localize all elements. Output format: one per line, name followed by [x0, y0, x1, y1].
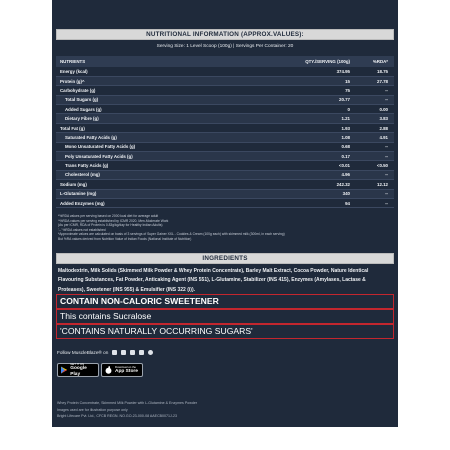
table-header-row [56, 56, 394, 67]
google-play-button[interactable] [57, 363, 99, 377]
table-row [56, 95, 394, 104]
col-header-qty: QTY./SERVING (100g) [284, 56, 354, 67]
nutrient-qty: 374.95 [284, 67, 354, 76]
apple-icon [105, 366, 112, 374]
nutrient-qty: 4.96 [284, 170, 354, 179]
nutrient-name: Cholesterol (mg) [56, 170, 284, 179]
warning-sucralose: This contains Sucralose [56, 309, 394, 324]
nutrient-name: Poly Unsaturated Fatty Acids (g) [56, 152, 284, 161]
nutrient-qty: 0.17 [284, 152, 354, 161]
bottom-note: Bright Lifecare Pvt. Ltd., CFCB REGN. NO.GO-23-000-08 AAECB0071J-23 [57, 414, 178, 418]
nutrient-rda: -- [354, 152, 394, 161]
table-row [56, 76, 394, 85]
app-store-small-label: Download on the [115, 364, 136, 369]
nutrient-rda: 12.12 [354, 180, 394, 189]
nutrient-rda: -- [354, 189, 394, 198]
threads-icon[interactable] [148, 350, 153, 355]
nutrient-rda: -- [354, 142, 394, 151]
warning-sweetener: CONTAIN NON-CALORIC SWEETENER [56, 294, 394, 309]
nutrient-name: Protein (g)^ [56, 76, 284, 85]
product-info-panel [52, 0, 398, 427]
footnote: *Approximate values are calculated on basis of 3 servings of Super Gainer XXL - Cookies & Cream (100g each) with skimmed milk (300ml, in each serving) [58, 232, 285, 236]
nutrient-name: Mono Unsaturated Fatty Acids (g) [56, 142, 284, 151]
bottom-note: Images used are for illustration purpose only [57, 407, 128, 412]
top-text-fragment [52, 0, 398, 11]
nutrient-qty: 1.21 [284, 114, 354, 123]
nutrient-name: Added Sugars (g) [56, 105, 284, 114]
ingredients-title: INGREDIENTS [56, 253, 394, 264]
footnote: But %RA values derived from Nutrition Value of Indian Foods (National Institute of Nutrition) [58, 236, 192, 241]
nutrient-rda: -- [354, 198, 394, 207]
nutrient-qty: 242.32 [284, 180, 354, 189]
table-row [56, 123, 394, 132]
nutrient-name: Added Enzymes (mg) [56, 198, 284, 207]
app-store-label: App Store [115, 368, 138, 374]
nutrient-rda: <0.50 [354, 161, 394, 170]
nutrient-rda: -- [354, 170, 394, 179]
nutrient-name: Trans Fatty Acids (g) [56, 161, 284, 170]
serving-info: Serving Size: 1 Level Scoop (100g) | Servings Per Container: 20 [156, 44, 294, 49]
nutrient-qty: 1.08 [284, 133, 354, 142]
nutrient-qty: 75 [284, 86, 354, 95]
follow-row [57, 350, 153, 355]
nutrition-footnotes [58, 214, 388, 241]
nutrient-name: Carbohydrate (g) [56, 86, 284, 95]
nutrient-qty: 1.93 [284, 123, 354, 132]
col-header-nutrients: NUTRIENTS [56, 56, 284, 67]
nutrition-table [56, 56, 394, 208]
table-row [56, 161, 394, 170]
nutrient-rda: -- [354, 86, 394, 95]
nutrient-qty: 94 [284, 198, 354, 207]
twitter-x-icon[interactable] [139, 350, 144, 355]
footnote: ^%RDA values per serving established by ICMR 2020. Men-Moderate Work [58, 218, 169, 223]
nutrient-name: Energy (kcal) [56, 67, 284, 76]
nutrient-name: L-Glutamine (mg) [56, 189, 284, 198]
bottom-note: Whey Protein Concentrate, Skimmed Milk Powder with L-Glutamine & Enzymes Powder [57, 401, 198, 405]
nutrition-title: NUTRITIONAL INFORMATION (APPROX.VALUES): [56, 29, 394, 40]
follow-label: Follow MuscleBlaze® on [57, 350, 109, 355]
nutrient-qty: 340 [284, 189, 354, 198]
bottom-notes [57, 400, 387, 420]
google-play-label: Google Play [70, 366, 87, 377]
ingredients-text: Maltodextrin, Milk Solids (Skimmed Milk Powder & Whey Protein Concentrate), Barley Malt Extract, Cocoa Powder, Nature Identical Flavouring Substances, Fat Powder, Anticaking Agent (INS 551), L-Glutamine, Stabilizer (INS 415), Enzymes (Amylases, Lactase & Proteases), Sweetener (INS 955) & Emulsifier (INS 322 (i)). [58, 268, 369, 293]
nutrient-qty: 0 [284, 105, 354, 114]
nutrient-qty: <0.01 [284, 161, 354, 170]
table-row [56, 133, 394, 142]
table-row [56, 180, 394, 189]
footnote: *%RDA values per serving based on 2000 kcal diet for average adult [58, 214, 159, 218]
footnote: (As per ICMR, RDA of Protein is 0.83g/kg/day for Healthy Indian Adults) [58, 223, 163, 227]
table-row [56, 67, 394, 76]
table-row [56, 142, 394, 151]
nutrient-rda: -- [354, 95, 394, 104]
table-row [56, 152, 394, 161]
app-store-button[interactable] [101, 363, 143, 377]
nutrient-qty: 15 [284, 76, 354, 85]
nutrient-name: Total Fat (g) [56, 123, 284, 132]
instagram-icon[interactable] [121, 350, 126, 355]
nutrient-qty: 20.77 [284, 95, 354, 104]
table-row [56, 170, 394, 179]
nutrient-name: Total Sugars (g) [56, 95, 284, 104]
google-play-icon [61, 366, 67, 374]
nutrient-rda: 0.00 [354, 105, 394, 114]
nutrient-rda: 4.91 [354, 133, 394, 142]
table-row [56, 189, 394, 198]
warning-natural-sugars: 'CONTAINS NATURALLY OCCURRING SUGARS' [56, 324, 394, 339]
table-row [56, 105, 394, 114]
nutrient-rda: 2.88 [354, 123, 394, 132]
table-row [56, 86, 394, 95]
nutrient-qty: 0.68 [284, 142, 354, 151]
google-play-small-label: GET IT ON [70, 362, 85, 367]
table-row [56, 114, 394, 123]
footnote: '--' %RDA values not established [58, 227, 106, 232]
col-header-rda: %RDA* [354, 56, 394, 67]
nutrient-name: Dietary Fibre (g) [56, 114, 284, 123]
youtube-icon[interactable] [112, 350, 117, 355]
nutrient-rda: 3.83 [354, 114, 394, 123]
nutrient-rda: 18.75 [354, 67, 394, 76]
table-row [56, 198, 394, 207]
facebook-icon[interactable] [130, 350, 135, 355]
nutrient-name: Saturated Fatty Acids (g) [56, 133, 284, 142]
nutrient-rda: 27.78 [354, 76, 394, 85]
nutrient-name: Sodium (mg) [56, 180, 284, 189]
